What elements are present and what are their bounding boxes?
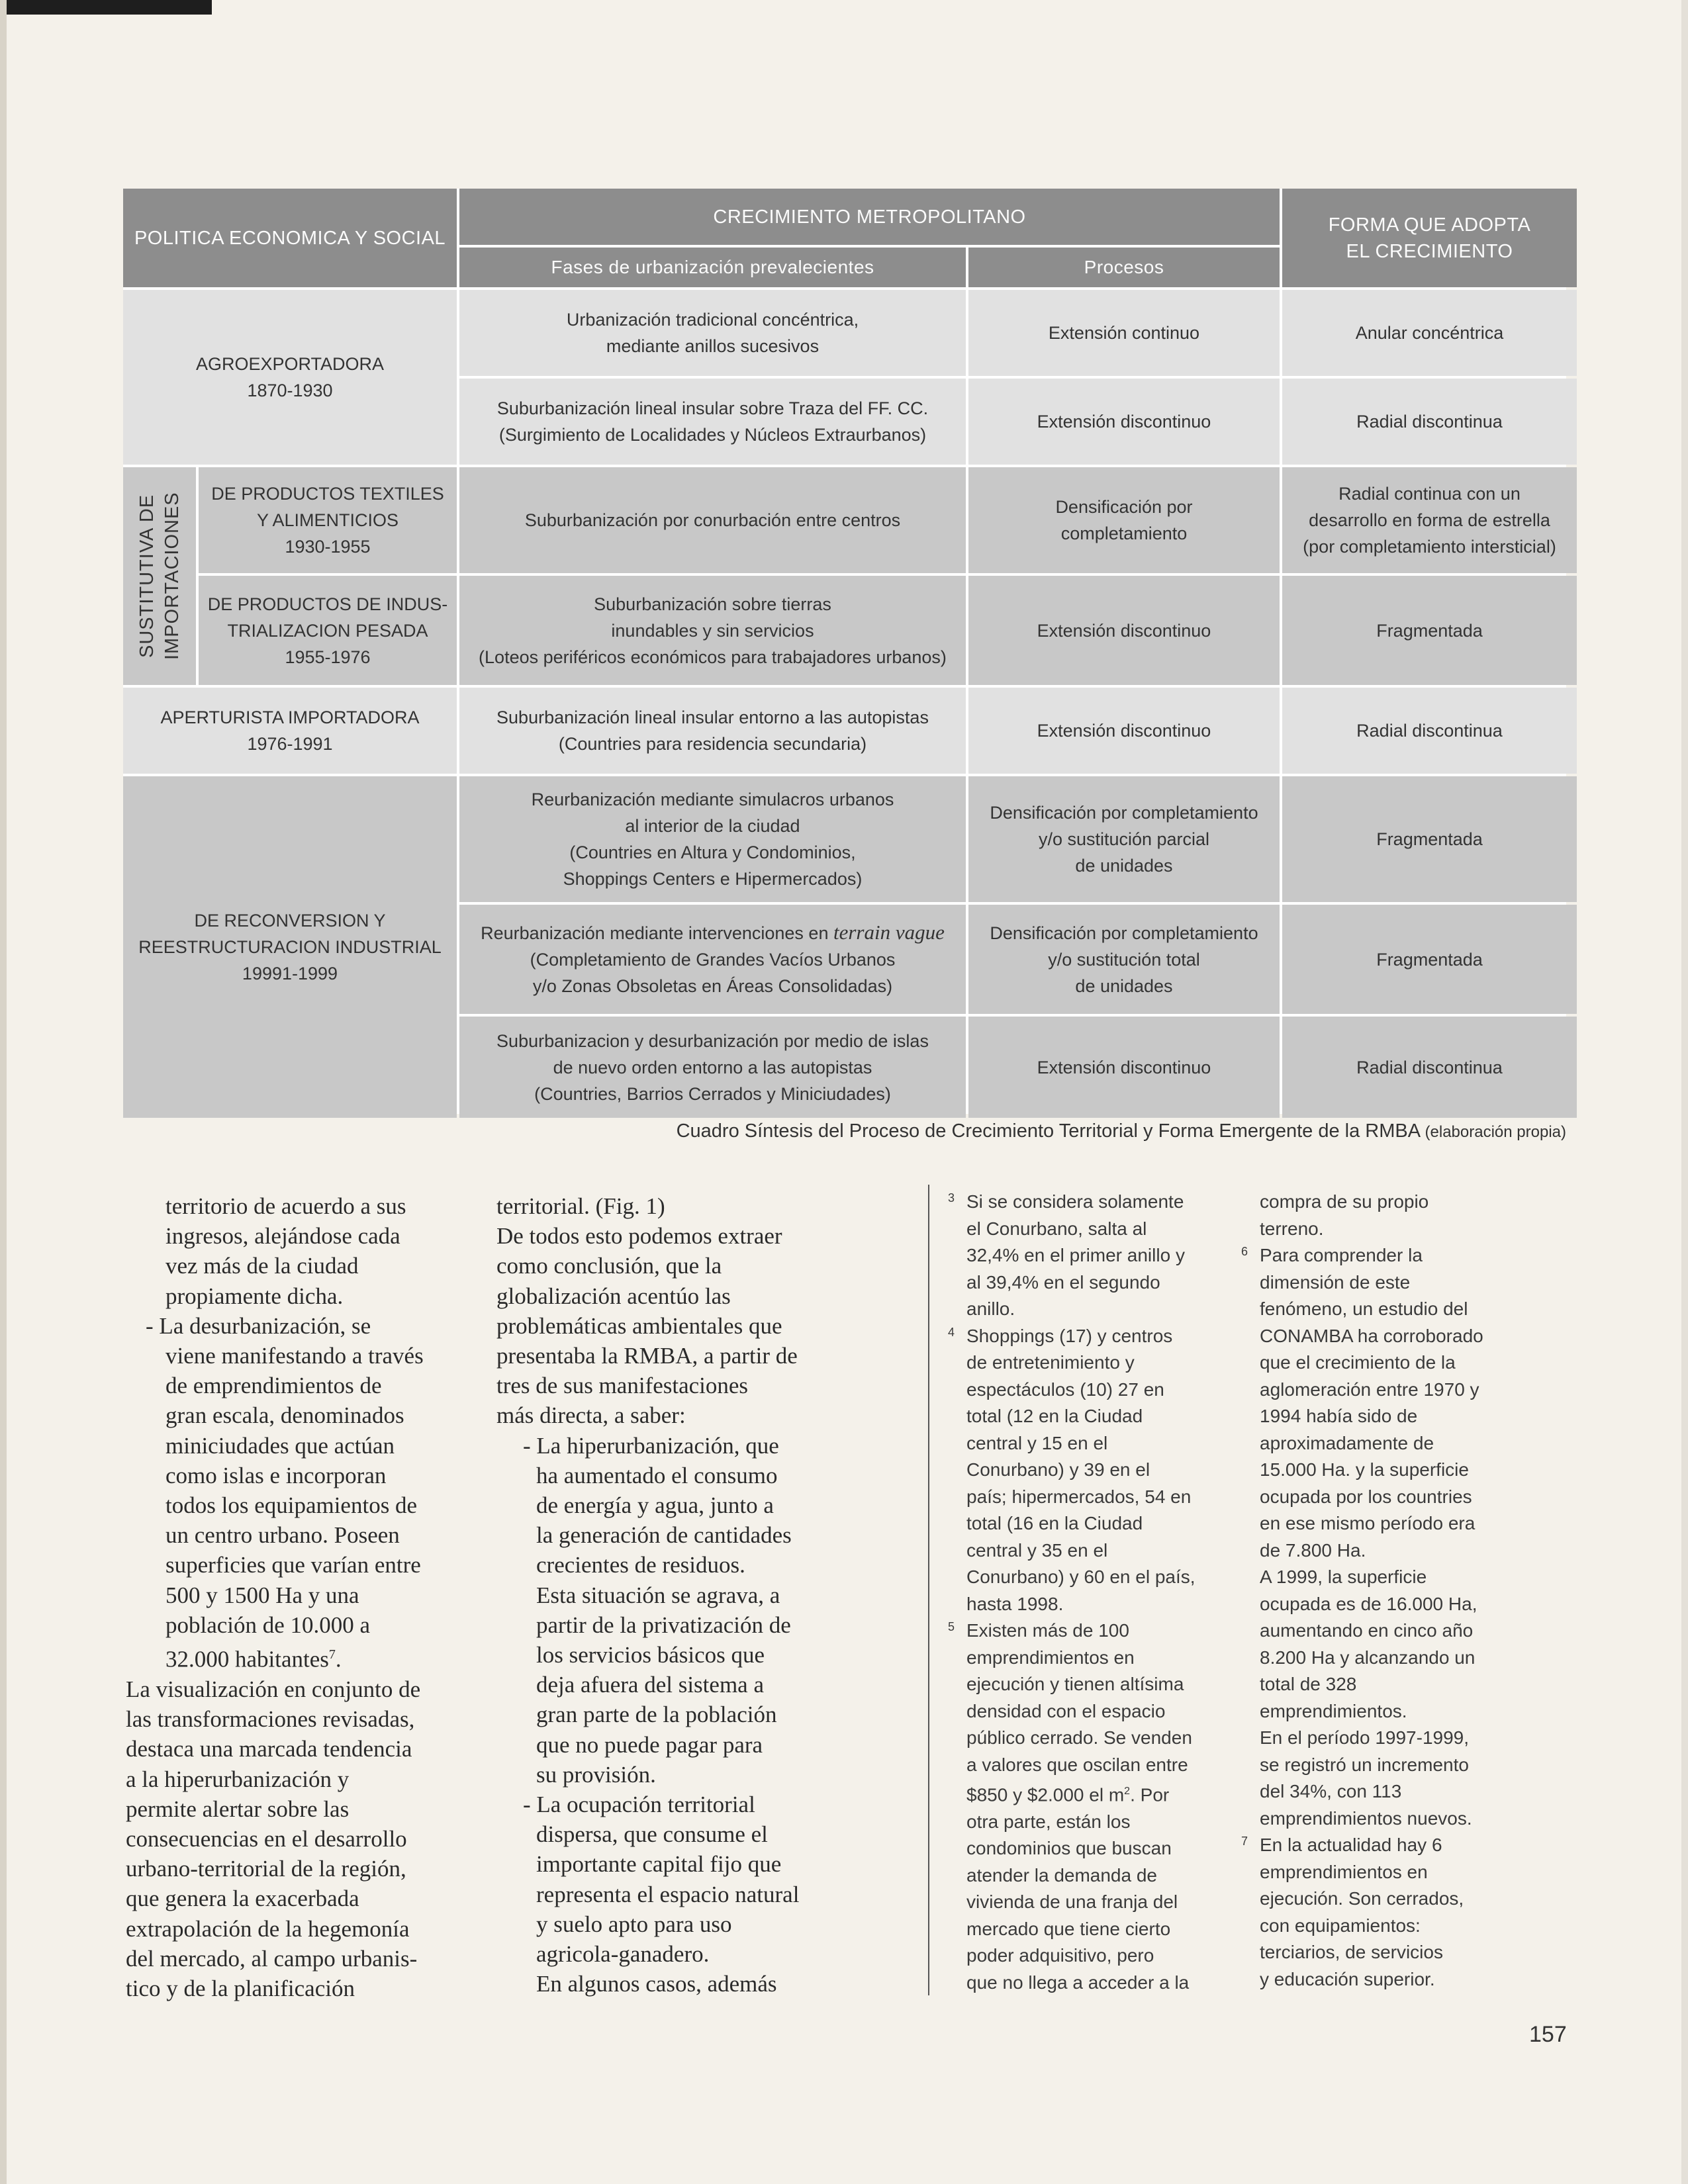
proceso-cell: Densificación por completamiento (968, 467, 1280, 573)
header-fases: Fases de urbanización prevalecientes (459, 248, 966, 287)
synthesis-table (123, 189, 1566, 1114)
forma-cell: Fragmentada (1282, 576, 1577, 685)
footnotes-column-1 (948, 1189, 1213, 1996)
forma-cell: Radial discontinua (1282, 1017, 1577, 1118)
footnote-6: 6 Para comprender la dimensión de este fenómeno, un estudio del CONAMBA ha corroborado que el crecimiento de la aglomeración entre 1970 y 1994 había sido de aproximadamente de 15.000 Ha. y la superficie ocupada por los countries en ese mismo período era de 7.800 Ha. A 1999, la superficie ocupada es de 16.000 Ha, aumentando en cinco año 8.200 Ha y alcanzando un total de 328 emprendimientos. En el período 1997-1999, se registró un incremento del 34%, con 113 emprendimientos nuevos. (1241, 1245, 1483, 1829)
fase-cell: Suburbanizacion y desurbanización por medio de islas de nuevo orden entorno a las autopistas (Countries, Barrios Cerrados y Miniciudades) (459, 1017, 966, 1118)
forma-cell: Radial continua con un desarrollo en forma de estrella (por completamiento intersticial) (1282, 467, 1577, 573)
header-crecimiento: CRECIMIENTO METROPOLITANO (459, 189, 1280, 245)
policy-agroexportadora: AGROEXPORTADORA 1870-1930 (123, 290, 457, 465)
policy-sustitutiva-label: SUSTITUTIVA DE IMPORTACIONES (123, 467, 196, 685)
column-divider (928, 1185, 929, 1995)
forma-cell: Radial discontinua (1282, 379, 1577, 465)
fase-cell: Reurbanización mediante intervenciones en terrain vague (Completamiento de Grandes Vacíos Urbanos y/o Zonas Obsoletas en Áreas Consolidadas) (459, 905, 966, 1014)
footnotes-column-2 (1241, 1189, 1532, 1993)
scan-edge-mark (0, 0, 212, 15)
footnote-5-continued: compra de su propio terreno. (1260, 1191, 1429, 1239)
proceso-cell: Extensión discontinuo (968, 379, 1280, 465)
proceso-cell: Extensión continuo (968, 290, 1280, 376)
proceso-cell: Densificación por completamiento y/o sustitución total de unidades (968, 905, 1280, 1014)
header-forma: FORMA QUE ADOPTA EL CRECIMIENTO (1282, 189, 1577, 287)
fase-cell: Suburbanización sobre tierras inundables y sin servicios (Loteos periféricos económicos para trabajadores urbanos) (459, 576, 966, 685)
proceso-cell: Densificación por completamiento y/o sustitución parcial de unidades (968, 776, 1280, 902)
proceso-cell: Extensión discontinuo (968, 576, 1280, 685)
footnote-7: 7 En la actualidad hay 6 emprendimientos en ejecución. Son cerrados, con equipamientos: terciarios, de servicios y educación superior. (1241, 1835, 1464, 1989)
policy-reconversion: DE RECONVERSION Y REESTRUCTURACION INDUSTRIAL 19991-1999 (123, 776, 457, 1118)
footnote-3: 3 Si se considera solamente el Conurbano, salta al 32,4% en el primer anillo y al 39,4% en el segundo anillo. (948, 1191, 1185, 1319)
page-gutter (0, 0, 7, 2184)
policy-pesada: DE PRODUCTOS DE INDUS- TRIALIZACION PESADA 1955-1976 (199, 576, 457, 685)
fase-cell: Suburbanización por conurbación entre centros (459, 467, 966, 573)
fase-cell: Suburbanización lineal insular sobre Traza del FF. CC. (Surgimiento de Localidades y Núcleos Extraurbanos) (459, 379, 966, 465)
table-caption: Cuadro Síntesis del Proceso de Crecimiento Territorial y Forma Emergente de la RMBA (elaboración propia) (676, 1120, 1566, 1142)
header-procesos: Procesos (968, 248, 1280, 287)
forma-cell: Radial discontinua (1282, 688, 1577, 774)
body-column-1: territorio de acuerdo a sus ingresos, alejándose cada vez más de la ciudad propiamente dicha. - La desurbanización, se viene manifestando a través de emprendimientos de gran escala, denominados miniciudades que actúan como islas e incorporan todos los equipamientos de un centro urbano. Poseen superficies que varían entre 500 y 1500 Ha y una población de 10.000 a 32.000 habitantes$^7$. La visualización en conjunto de las transformaciones revisadas, destaca una marcada tendencia a la hiperurbanización y permite alertar sobre las consecuencias en el desarrollo urbano-territorial de la región, que genera la exacerbada extrapolación de la hegemonía del mercado, al campo urbanis- tico y de la planificación (126, 1193, 424, 2001)
policy-aperturista: APERTURISTA IMPORTADORA 1976-1991 (123, 688, 457, 774)
policy-textiles: DE PRODUCTOS TEXTILES Y ALIMENTICIOS 1930-1955 (199, 467, 457, 573)
fase-cell: Suburbanización lineal insular entorno a las autopistas (Countries para residencia secundaria) (459, 688, 966, 774)
forma-cell: Anular concéntrica (1282, 290, 1577, 376)
body-column-2: territorial. (Fig. 1) De todos esto podemos extraer como conclusión, que la globalización acentúo las problemáticas ambientales que presentaba la RMBA, a partir de tres de sus manifestaciones más directa, a saber: - La hiperurbanización, que ha aumentado el consumo de energía y agua, junto a la generación de cantidades crecientes de residuos. Esta situación se agrava, a partir de la privatización de los servicios básicos que deja afuera del sistema a gran parte de la población que no puede pagar para su provisión. - La ocupación territorial dispersa, que consume el importante capital fijo que representa el espacio natural y suelo apto para uso agricola-ganadero. En algunos casos, además (496, 1193, 800, 1997)
footnote-5: 5 Existen más de 100 emprendimientos en ejecución y tienen altísima densidad con el espacio público cerrado. Se venden a valores que oscilan entre $850 y $2.000 el $m^2$. Por otra parte, están los condominios que buscan atender la demanda de vivienda de una franja del mercado que tiene cierto poder adquisitivo, pero que no llega a acceder a la (948, 1620, 1192, 1993)
forma-cell: Fragmentada (1282, 905, 1577, 1014)
page-edge (1681, 0, 1688, 2184)
footnote-4: 4 Shoppings (17) y centros de entretenimiento y espectáculos (10) 27 en total (12 en la Ciudad central y 15 en el Conurbano) y 39 en el país; hipermercados, 54 en total (16 en la Ciudad central y 35 en el Conurbano) y 60 en el país, hasta 1998. (948, 1325, 1196, 1614)
proceso-cell: Extensión discontinuo (968, 688, 1280, 774)
fase-cell: Reurbanización mediante simulacros urbanos al interior de la ciudad (Countries en Altura y Condominios, Shoppings Centers e Hipermercados) (459, 776, 966, 902)
fase-cell: Urbanización tradicional concéntrica, mediante anillos sucesivos (459, 290, 966, 376)
page-number: 157 (1529, 2022, 1567, 2047)
proceso-cell: Extensión discontinuo (968, 1017, 1280, 1118)
forma-cell: Fragmentada (1282, 776, 1577, 902)
header-politica: POLITICA ECONOMICA Y SOCIAL (123, 189, 457, 287)
